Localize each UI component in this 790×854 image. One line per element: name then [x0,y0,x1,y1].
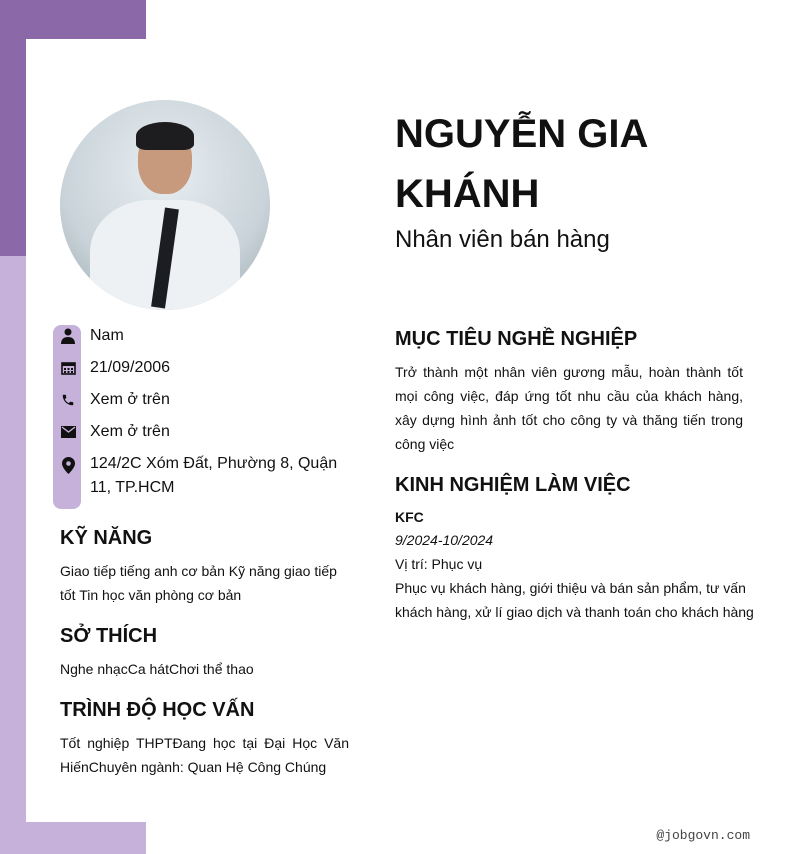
experience-position: Vị trí: Phục vụ [395,556,483,572]
hobbies-text: Nghe nhạcCa hátChơi thể thao [60,661,254,677]
location-pin-icon [60,452,76,476]
info-email: Xem ở trên [60,420,360,444]
calendar-icon [60,356,76,380]
objective-heading: MỤC TIÊU NGHỀ NGHIỆP [395,328,638,350]
info-phone: Xem ở trên [60,388,360,412]
education-text: Tốt nghiệp THPTĐang học tại Đại Học Văn HiếnChuyên ngành: Quan Hệ Công Chúng [60,735,349,775]
person-icon [60,324,76,348]
phone-icon [60,388,76,412]
objective-text: Trở thành một nhân viên gương mẫu, hoàn thành tốt mọi công việc, đáp ứng tốt nhu cầu của khách hàng, xây dựng hình ảnh tốt cho công ty và thăng tiến trong công việc [395,364,743,452]
candidate-name: NGUYỄN GIA KHÁNH [395,112,647,216]
skills-text: Giao tiếp tiếng anh cơ bản Kỹ năng giao tiếp tốt Tin học văn phòng cơ bản [60,563,337,603]
mail-icon [60,420,76,444]
education-heading: TRÌNH ĐỘ HỌC VẤN [60,699,255,721]
footer-watermark: @jobgovn.com [656,828,750,843]
experience-period: 9/2024-10/2024 [395,532,494,548]
info-gender: Nam [60,324,360,348]
profile-photo [60,100,270,310]
job-title: Nhân viên bán hàng [395,226,610,253]
info-address: 124/2C Xóm Đất, Phường 8, Quận 11, TP.HCM [60,452,360,500]
experience-description: Phục vụ khách hàng, giới thiệu và bán sản phẩm, tư vấn khách hàng, xử lí giao dịch và thanh toán cho khách hàng [395,580,754,620]
experience-heading: KINH NGHIỆM LÀM VIỆC [395,474,631,496]
experience-company: KFC [395,509,424,525]
info-dob: 21/09/2006 [60,356,360,380]
skills-heading: KỸ NĂNG [60,527,153,549]
hobbies-heading: SỞ THÍCH [60,625,158,647]
